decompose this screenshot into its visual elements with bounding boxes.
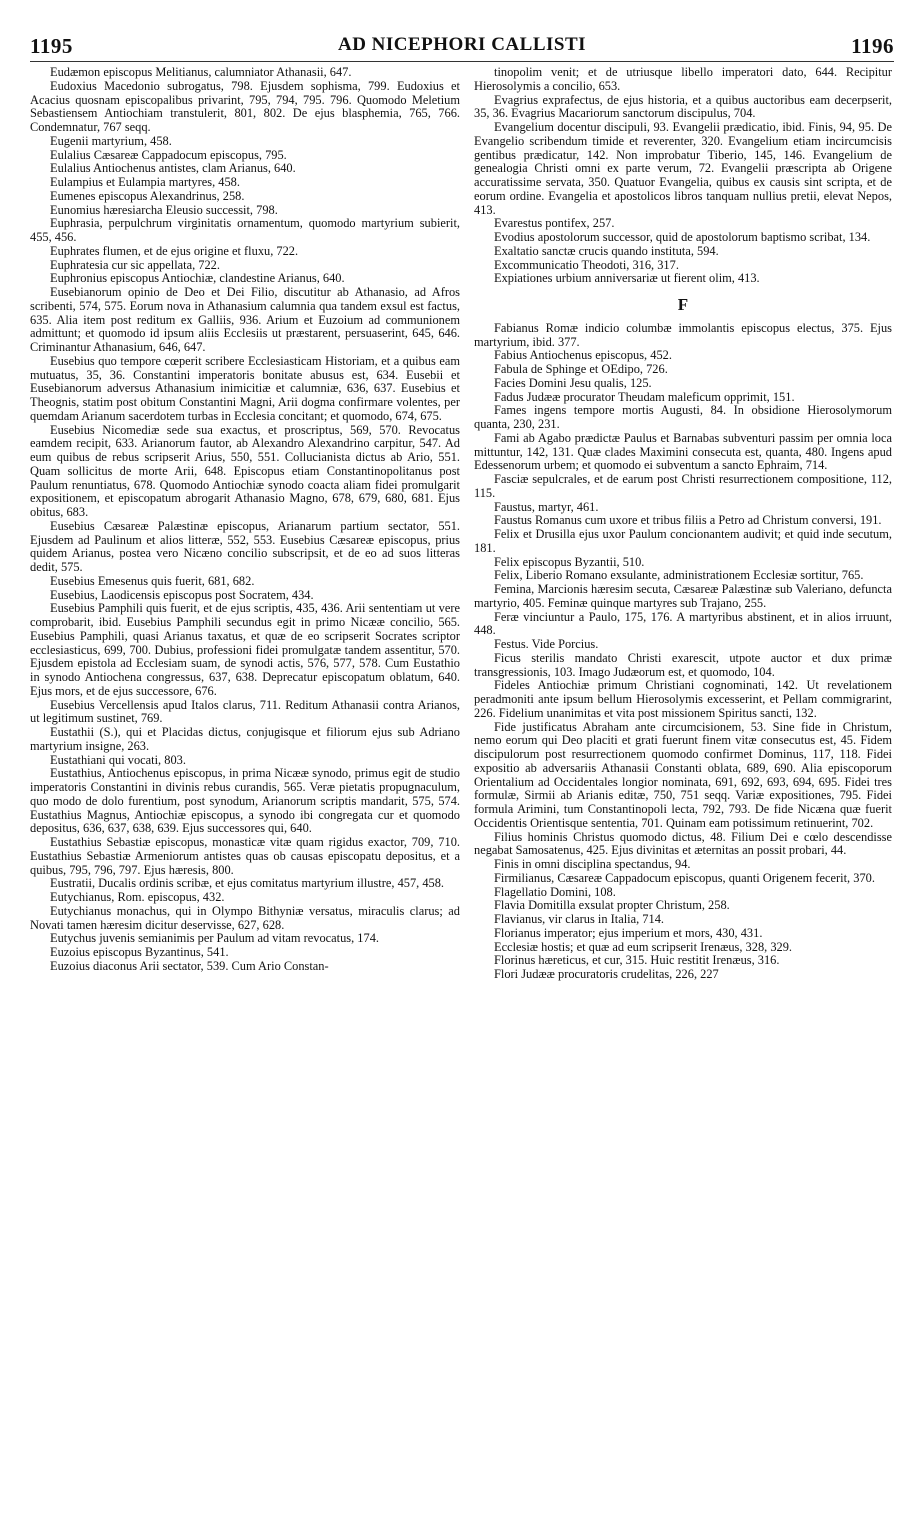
index-entry: Fabius Antiochenus episcopus, 452. — [494, 348, 672, 363]
index-entry: Fami ab Agabo prædictæ Paulus et Barnabas subventuri passim per omnia loca mittuntur, 142, 131. Quæ clades Maximini consecuta est, quanta, 480. Ingens apud Edessenorum urbem; et quomodo ei subventum a sancto Ephraim, 714. — [474, 430, 892, 473]
left-page-number: 1195 — [30, 34, 73, 58]
index-entry: Euphronius episcopus Antiochiæ, clandestine Arianus, 640. — [50, 271, 345, 286]
running-title: AD NICEPHORI CALLISTI — [337, 34, 587, 55]
index-entry: tinopolim venit; et de utriusque libello imperatori dato, 644. Recipitur Hierosolymis a concilio, 653. — [474, 66, 892, 93]
index-entry: Festus. Vide Porcius. — [494, 637, 599, 651]
index-entry: Felix et Drusilla ejus uxor Paulum concionantem audivit; et quid inde secutum, 181. — [474, 527, 892, 555]
index-entry: Eustratii, Ducalis ordinis scribæ, et ejus comitatus martyrium illustre, 457, 458. — [50, 876, 445, 891]
index-entry: Eudæmon episcopus Melitianus, calumniator Athanasii, 647. — [50, 66, 352, 79]
index-entry: Euphrates flumen, et de ejus origine et fluxu, 722. — [50, 243, 299, 258]
index-entry: Flavia Domitilla exsulat propter Christum, 258. — [494, 898, 730, 913]
index-entry: Eulalius Cæsareæ Cappadocum episcopus, 795. — [50, 147, 287, 162]
index-entry: Eutychianus monachus, qui in Olympo Bithyniæ versatus, miraculis clarus; ad Novati tamen hæresim dicitur deservisse, 627, 628. — [30, 903, 460, 932]
index-entry: Faustus, martyr, 461. — [494, 499, 599, 514]
index-entry: Flavianus, vir clarus in Italia, 714. — [494, 912, 664, 926]
index-entry: Florianus imperator; ejus imperium et mors, 430, 431. — [494, 925, 763, 940]
index-entry: Euzoius episcopus Byzantinus, 541. — [50, 945, 229, 959]
index-entry: Firmilianus, Cæsareæ Cappadocum episcopus, quanti Origenem fecerit, 370. — [494, 870, 875, 885]
index-entry: Euzoius diaconus Arii sectator, 539. Cum Ario Constan- — [50, 958, 329, 973]
index-entry: Faustus Romanus cum uxore et tribus filiis a Petro ad Christum conversi, 191. — [494, 513, 882, 528]
index-entry: Flori Judææ procuratoris crudelitas, 226, 227 — [494, 967, 719, 981]
index-entry: Femina, Marcionis hæresim secuta, Cæsareæ Palæstinæ sub Valeriano, defuncta martyrio, 405. Feminæ quinque martyres sub Trajano, 255. — [474, 582, 892, 610]
index-entry: Eunomius hæresiarcha Eleusio successit, 798. — [50, 202, 278, 217]
index-entry: Fadus Judææ procurator Theudam maleficum opprimit, 151. — [494, 389, 795, 404]
right-page-number: 1196 — [851, 34, 894, 58]
right-column-entries-e — [474, 66, 892, 286]
left-index-column — [30, 66, 460, 1520]
index-entry: Fabianus Romæ indicio columbæ immolantis episcopus electus, 375. Ejus martyrium, ibid. 377. — [474, 320, 892, 349]
index-entry: Eusebius, Laodicensis episcopus post Socratem, 434. — [50, 587, 314, 602]
index-entry: Evangelium docentur discipuli, 93. Evangelii prædicatio, ibid. Finis, 94, 95. De Evangelio scribendum timide et reverenter, 320. Evangelium etiam incircumcisis gentibus prædicatur, 142. Non improbatur Tiberio, 145, 146. Evangelium de genealogia Christi omni ex parte verum, 72. Evangelii præscripta ab Origene accuratissime servata, 350. Quatuor Evangelia, quibus ex causis sint scripta, et de eorum ordine. Evangelia et apostolicos libros tanquam nullius pretii, elevat Nepos, 413. — [474, 120, 892, 217]
index-entry: Eulalius Antiochenus antistes, clam Arianus, 640. — [50, 161, 296, 176]
index-entry: Florinus hæreticus, et cur, 315. Huic restitit Irenæus, 316. — [494, 953, 780, 968]
index-entry: Fideles Antiochiæ primum Christiani cognominati, 142. Ut revelationem peradmoniti ante ipsum bellum Hierosolymis excesserint, et Pellam commigrarint, 226. Fidelium unanimitas et vita post missionem Spiritus sancti, 132. — [474, 678, 892, 720]
index-entry: Ficus sterilis mandato Christi exarescit, utpote auctor et dux primæ transgressionis, 103. Imago Judæorum est, et quomodo, 104. — [474, 650, 892, 679]
index-entry: Felix episcopus Byzantii, 510. — [494, 554, 645, 569]
index-entry: Fames ingens tempore mortis Augusti, 84. In obsidione Hierosolymorum quanta, 230, 231. — [474, 403, 892, 431]
index-entry: Eusebianorum opinio de Deo et Dei Filio, discutitur ab Athanasio, ad Afros scribenti, 574, 575. Eorum nova in Athanasium calumnia qua tandem exsul est factus, 635. Alia item post reditum ex Galliis, 936. Arium et Euzoium ad communionem admittunt; et quomodo id ipsum aliis Ecclesiis ut præstarent, persuaserint, 645, 646. Criminantur Athanasium, 646, 647. — [30, 285, 460, 354]
index-entry: Eugenii martyrium, 458. — [50, 133, 172, 148]
header-rule — [30, 61, 894, 62]
index-entry: Evodius apostolorum successor, quid de apostolorum baptismo scribat, 134. — [494, 230, 871, 244]
section-letter-f: F — [677, 295, 689, 314]
index-entry: Flagellatio Domini, 108. — [494, 884, 616, 899]
index-entry: Facies Domini Jesu qualis, 125. — [494, 375, 652, 390]
index-entry: Eusebius Nicomediæ sede sua exactus, et proscriptus, 569, 570. Revocatus eamdem recipit, 633. Arianorum fautor, ab Alexandro Alexandrino carpitur, 547. Ad eum quibus de rebus scripserit Arius, 550, 551. Collucianista dictus ab Ario, 551. Quam sollicitus de morte Arii, 648. Episcopus etiam Constantinopolitanus post Paulum renuntiatus, 678. Quomodo Antiochiæ synodo coacta aliam fidei promulgarit expositionem, et episcopatum abrogarit Athanasio Magno, 678, 679, 680, 681. Ejus obitus, 683. — [30, 422, 460, 519]
index-entry: Eusebius Pamphili quis fuerit, et de ejus scriptis, 435, 436. Arii sententiam ut vere comprobarit, ibid. Eusebius Pamphili secundus egit in primo Nicææ concilio, 565. Eusebius Pamphili, quasi Arianus taxatus, et quæ de eo scripserit Socrates scriptor ecclesiasticus, 699, 700. Dubius, professioni fidei promulgatæ tandem assentitur, 570. Ejusdem epistola ad Ecclesiam suam, de synodi actis, 576, 577, 578. Cum Eustathio in synodo Antiochena congressus, 637, 638. Deprecatur episcopatum oblatum, 640. Ejus mors, et de ejus successore, 676. — [30, 601, 460, 698]
index-entry: Eusebius Vercellensis apud Italos clarus, 711. Reditum Athanasii contra Arianos, ut legitimum sustinet, 769. — [30, 697, 460, 726]
index-entry: Evagrius exprafectus, de ejus historia, et a quibus auctoribus eam decerpserit, 35, 36. Evagrius Macariorum sanctorum discipulus, 704. — [474, 92, 892, 121]
index-entry: Eustathius Sebastiæ episcopus, monasticæ vitæ quam rigidus exactor, 709, 710. Eustathius Sebastiæ Armeniorum antistes quas ob causas episcopatu depositus, et a quibus, 795, 796, 797. Ejus hæresis, 800. — [30, 835, 460, 877]
right-index-column — [474, 66, 892, 1520]
index-entry: Euphratesia cur sic appellata, 722. — [50, 257, 220, 272]
index-entry: Eusebius Emesenus quis fuerit, 681, 682. — [50, 573, 255, 588]
index-entry: Euphrasia, perpulchrum virginitatis ornamentum, quomodo martyrium subierit, 455, 456. — [30, 216, 460, 244]
index-entry: Fasciæ sepulcrales, et de earum post Christi resurrectionem compositione, 112, 115. — [474, 472, 892, 500]
index-entry: Filius hominis Christus quomodo dictus, 48. Filium Dei e cœlo descendisse negabat Samosatenus, 425. Ejus divinitas et æternitas an possit probari, 44. — [474, 829, 892, 858]
running-header — [30, 34, 894, 60]
index-entry: Eusebius quo tempore cœperit scribere Ecclesiasticam Historiam, et a quibus eam mutuatus, 35, 36. Constantini imperatoris bonitate abusus est, 634. Eusebii et Eusebianorum adversus Athanasium inimicitiæ et calumniæ, 636, 637. Eusebius et Theognis, statim post obitum Constantini Magni, Arii dogma confirmare volentes, per quemdam Arianum sacerdotem turbas in Ecclesia concitant; et quomodo, 674, 675. — [30, 353, 460, 423]
index-entry: Eusebius Cæsareæ Palæstinæ episcopus, Arianarum partium sectator, 551. Ejusdem ad Paulinum et alios litteræ, 552, 553. Eusebius Cæsareæ episcopus, prius quidem Arianus, postea vero Nicæno concilio subscripsit, et de eo ad suos litteras dedit, 575. — [30, 518, 460, 574]
index-entry: Expiationes urbium anniversariæ ut fierent olim, 413. — [494, 271, 760, 286]
index-entry: Eustathii (S.), qui et Placidas dictus, conjugisque et filiorum ejus sub Adriano martyrium insigne, 263. — [30, 725, 460, 753]
index-entry: Eulampius et Eulampia martyres, 458. — [50, 175, 240, 189]
right-column-entries-f — [474, 322, 892, 982]
index-entry: Eudoxius Macedonio subrogatus, 798. Ejusdem sophisma, 799. Eudoxius et Acacius quosnam episcopalibus privarint, 795, 794, 795. 796. Quomodo Meletium Sebastiensem Antiochiam transtulerit, 801, 802. De ejus blasphemia, 765, 766. Condemnatur, 767 seqq. — [30, 78, 460, 134]
index-entry: Finis in omni disciplina spectandus, 94. — [494, 857, 691, 871]
index-entry: Evarestus pontifex, 257. — [494, 216, 615, 231]
index-entry: Exaltatio sanctæ crucis quando instituta, 594. — [494, 243, 719, 258]
index-entry: Fide justificatus Abraham ante circumcisionem, 53. Sine fide in Christum, nemo eorum qui Deo placiti et grati fuerunt finem vitæ consecutus est, 45. Fidem discipulorum post resurrectionem quomodo confirmet Dominus, 117, 118. Fidei expositio ab adversariis Athanasii Constanti oblata, 689, 690. Alia episcoporum Orientalium ad Occidentales longior nominata, 691, 692, 693, 694, 695. Fidei tres formulæ, Sirmii ab Arianis editæ, 750, 751 seqq. Variæ expositiones, 795. Fidei formula Arimini, tum Constantinopoli lecta, 792, 793. De fide Nicæna quæ fuerit Occidentis Orientisque sententia, 701. Quinam eam potissimum retinuerint, 702. — [474, 719, 892, 830]
index-entry: Feræ vinciuntur a Paulo, 175, 176. A martyribus abstinent, et in alios irruunt, 448. — [474, 609, 892, 638]
index-entry: Eutychianus, Rom. episcopus, 432. — [50, 890, 225, 904]
index-entry: Eumenes episcopus Alexandrinus, 258. — [50, 188, 245, 203]
index-entry: Ecclesiæ hostis; et quæ ad eum scripserit Irenæus, 328, 329. — [494, 939, 793, 954]
index-entry: Fabula de Sphinge et OEdipo, 726. — [494, 362, 668, 376]
index-entry: Eutychus juvenis semianimis per Paulum ad vitam revocatus, 174. — [50, 931, 379, 946]
index-entry: Eustathius, Antiochenus episcopus, in prima Nicææ synodo, primus egit de studio imperatoris Constantini in divinis rebus curandis, 565. Veræ pietatis propugnaculum, quo modo de dolo furentium, post synodum, Arianorum scriptis mandarit, 575, 574. Eustathius Magnus, Antiochiæ episcopus, a synodo ibi congregata cur et quomodo depositus, 636, 637, 638, 639. Ejus successores qui, 640. — [30, 766, 460, 836]
index-entry: Eustathiani qui vocati, 803. — [50, 752, 186, 767]
index-entry: Excommunicatio Theodoti, 316, 317. — [494, 257, 679, 272]
index-entry: Felix, Liberio Romano exsulante, administrationem Ecclesiæ sortitur, 765. — [494, 568, 864, 583]
